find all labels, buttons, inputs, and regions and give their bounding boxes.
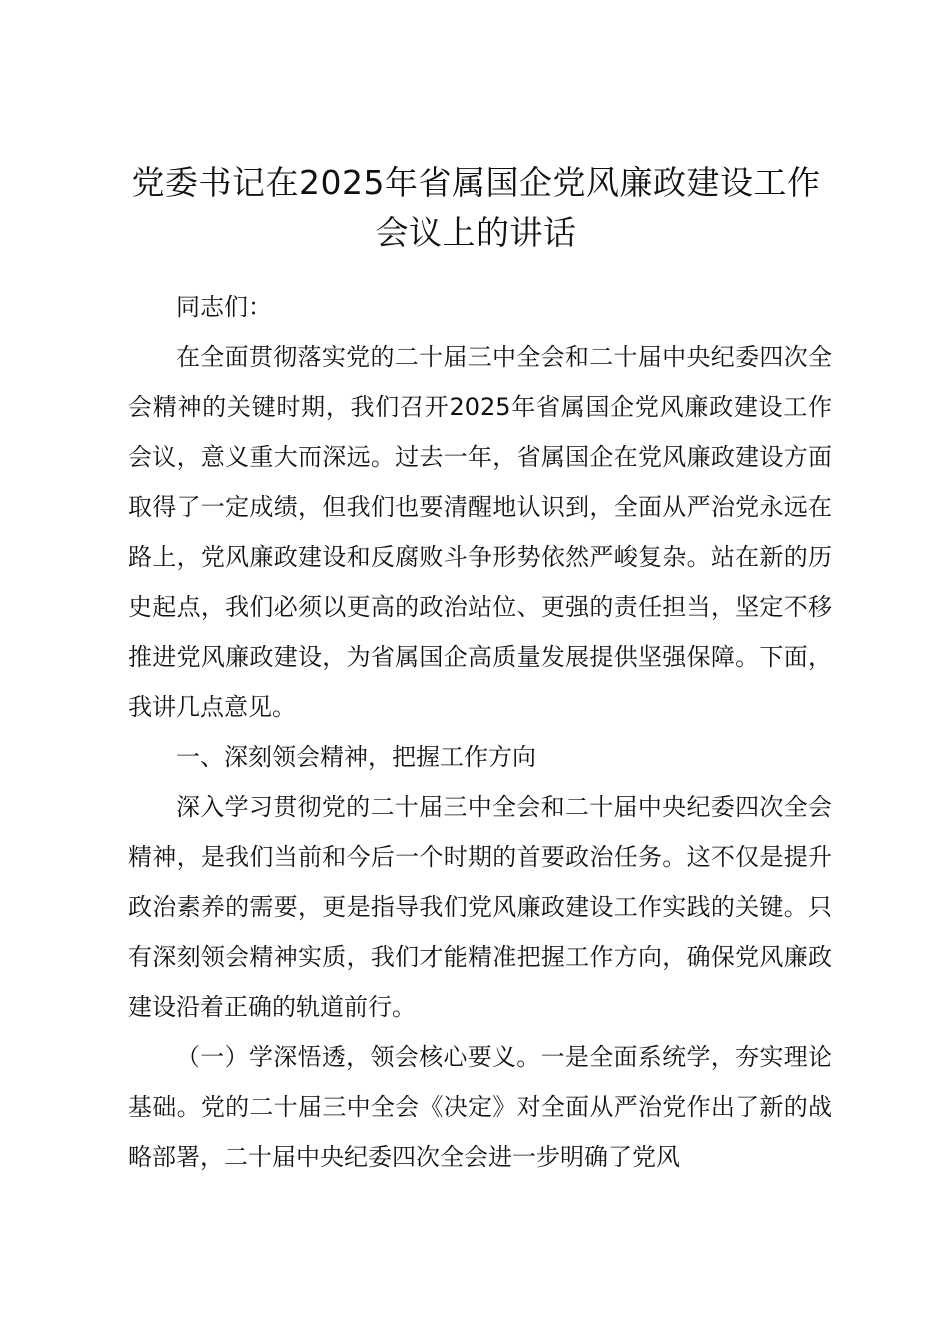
body-paragraph: （一）学深悟透，领会核心要义。一是全面系统学，夯实理论基础。党的二十届三中全会《决定》对全面从严治党作出了新的战略部署，二十届中央纪委四次全会进一步明确了党风	[128, 1043, 832, 1171]
document-body	[128, 282, 832, 1182]
document-title: 党委书记在2025年省属国企党风廉政建设工作会议上的讲话	[131, 163, 821, 252]
body-paragraph: 深入学习贯彻党的二十届三中全会和二十届中央纪委四次全会精神，是我们当前和今后一个时期的首要政治任务。这不仅是提升政治素养的需要，更是指导我们党风廉政建设工作实践的关键。只有深刻领会精神实质，我们才能精准把握工作方向，确保党风廉政建设沿着正确的轨道前行。	[128, 793, 832, 1021]
salutation: 同志们：	[176, 293, 272, 321]
body-paragraph: 在全面贯彻落实党的二十届三中全会和二十届中央纪委四次全会精神的关键时期，我们召开2025年省属国企党风廉政建设工作会议，意义重大而深远。过去一年，省属国企在党风廉政建设方面取得了一定成绩，但我们也要清醒地认识到，全面从严治党永远在路上，党风廉政建设和反腐败斗争形势依然严峻复杂。站在新的历史起点，我们必须以更高的政治站位、更强的责任担当，坚定不移推进党风廉政建设，为省属国企高质量发展提供坚强保障。下面，我讲几点意见。	[128, 343, 832, 721]
section-heading: 一、深刻领会精神，把握工作方向	[176, 743, 536, 771]
